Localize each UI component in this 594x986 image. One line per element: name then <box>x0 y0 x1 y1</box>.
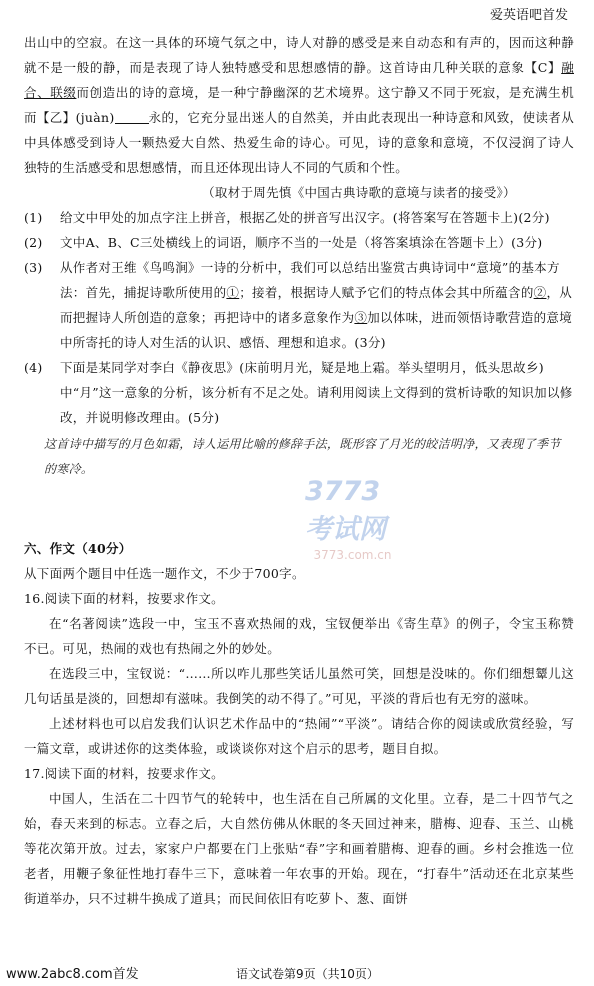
composition-block <box>24 536 574 911</box>
question-4 <box>24 355 574 430</box>
question-text: ；接着，根据诗人赋予它们的特点体会其中所蕴含的 <box>239 285 534 300</box>
watermark-logo: 3773考试网 <box>305 476 386 545</box>
site-header: 爱英语吧首发 <box>489 8 568 23</box>
topic-16-paragraph-1: 在“名著阅读”选段一中，宝玉不喜欢热闹的戏，宝钗便举出《寄生草》的例子，令宝玉称赞不已。可见，热闹的戏也有热闹之外的妙处。 <box>24 616 574 656</box>
question-number: (1) <box>24 210 43 225</box>
question-text: 给文中甲处的加点字注上拼音，根据乙处的拼音写出汉字。(将答案写在答题卡上)(2分) <box>60 210 550 225</box>
topic-16-paragraph-3: 上述材料也可以启发我们认识艺术作品中的“热闹”“平淡”。请结合你的阅读或欣赏经验，写一篇文章，或讲述你的这类体验，或谈谈你对这个启示的思考，题目自拟。 <box>24 716 574 756</box>
topic-17-paragraph-1: 中国人，生活在二十四节气的轮转中，也生活在自己所属的文化里。立春，是二十四节气之始，春天来到的标志。立春之后，大自然仿佛从休眠的冬天回过神来，腊梅、迎春、玉兰、山桃等花次第开放。过去，家家户户都要在门上张贴“春”字和画着腊梅、迎春的画。乡村会推选一位老者，用鞭子象征性地打春牛三下，意味着一年农事的开始。现在，“打春牛”活动还在北京某些街道举办，只不过耕牛换成了道具；而民间依旧有吃萝卜、葱、面饼 <box>24 791 574 906</box>
passage-paragraph-1 <box>24 30 574 180</box>
question-1 <box>24 205 574 230</box>
question-3 <box>24 255 574 355</box>
passage-text: 永的，它充分显出迷人的自然美，并由此表现出一种诗意和风致，使读者从中具体感受到诗人一颗热爱大自然、热爱生命的诗心。可见，诗的意象和意境，不仅浸润了诗人独特的生活感受和思想感情，而且还体现出诗人不同的气质和个性。 <box>24 110 575 175</box>
section-heading: 六、作文（40分） <box>24 541 132 556</box>
question-number: (3) <box>24 260 43 275</box>
section-instruction: 从下面两个题目中任选一题作文，不少于700字。 <box>24 566 305 581</box>
blank-2: ② <box>533 285 547 300</box>
source-citation: （取材于周先慎《中国古典诗歌的意境与读者的接受》） <box>202 185 516 200</box>
question-number: (2) <box>24 235 43 250</box>
footer-site: www.2abc8.com首发 <box>6 967 139 982</box>
watermark <box>305 476 400 562</box>
underlined-phrase: 融合、联缀 <box>24 60 574 100</box>
passage-block <box>24 30 574 482</box>
question-text: ，从而把握诗人所创造的意象；再把诗中的诸多意象作为 <box>60 285 573 325</box>
passage-text: 而创造出的诗的意境，是一种宁静幽深的艺术境界。这宁静又不同于死寂，是充满生机而【乙】(juàn) <box>24 85 575 125</box>
page-number: 语文试卷第9页（共10页） <box>236 967 379 981</box>
question-text: 下面是某同学对李白《静夜思》(床前明月光，疑是地上霜。举头望明月，低头思故乡)中“月”这一意象的分析，该分析有不足之处。请利用阅读上文得到的赏析诗歌的知识加以修改，并说明修改理由。(5分) <box>60 360 573 425</box>
mark-c: 【C】 <box>524 60 562 75</box>
question-number: (4) <box>24 360 43 375</box>
topic-16-paragraph-2: 在选段三中，宝钗说：“……所以咋儿那些笑话儿虽然可笑，回想是没味的。你们细想颦儿这几句话虽是淡的，回想却有滋味。我倒笑的动不得了。”可见，平淡的背后也有无穷的滋味。 <box>24 666 574 706</box>
blank-1: ① <box>226 285 240 300</box>
passage-text: 出山中的空寂。在这一具体的环境气氛之中，诗人对静的感受是来自动态和有声的，因而这种静就不是一般的静，而是表现了诗人独特感受和思想感情的静。这首诗由几种关联的意象 <box>24 35 574 75</box>
question-text: 文中A、B、C三处横线上的词语，顺序不当的一处是（将答案填涂在答题卡上）(3分) <box>60 235 543 250</box>
question-text: 从作者对王维《鸟鸣涧》一诗的分析中，我们可以总结出鉴赏古典诗词中“意境”的基本方法：首先，捕捉诗歌所使用的 <box>60 260 560 300</box>
question-2 <box>24 230 574 255</box>
student-analysis: 这首诗中描写的月色如霜，诗人运用比喻的修辞手法，既形容了月光的皎洁明净，又表现了季节的寒冷。 <box>44 437 561 476</box>
topic-17-title: 17.阅读下面的材料，按要求作文。 <box>24 766 224 781</box>
blank-3: ③ <box>354 310 368 325</box>
question-text: 加以体味，进而领悟诗歌营造的意境中所寄托的诗人对生活的认识、感悟、理想和追求。(3分) <box>60 310 573 350</box>
topic-16-title: 16.阅读下面的材料，按要求作文。 <box>24 591 224 606</box>
fill-blank <box>115 109 149 124</box>
watermark-url: 3773.com.cn <box>313 548 392 562</box>
